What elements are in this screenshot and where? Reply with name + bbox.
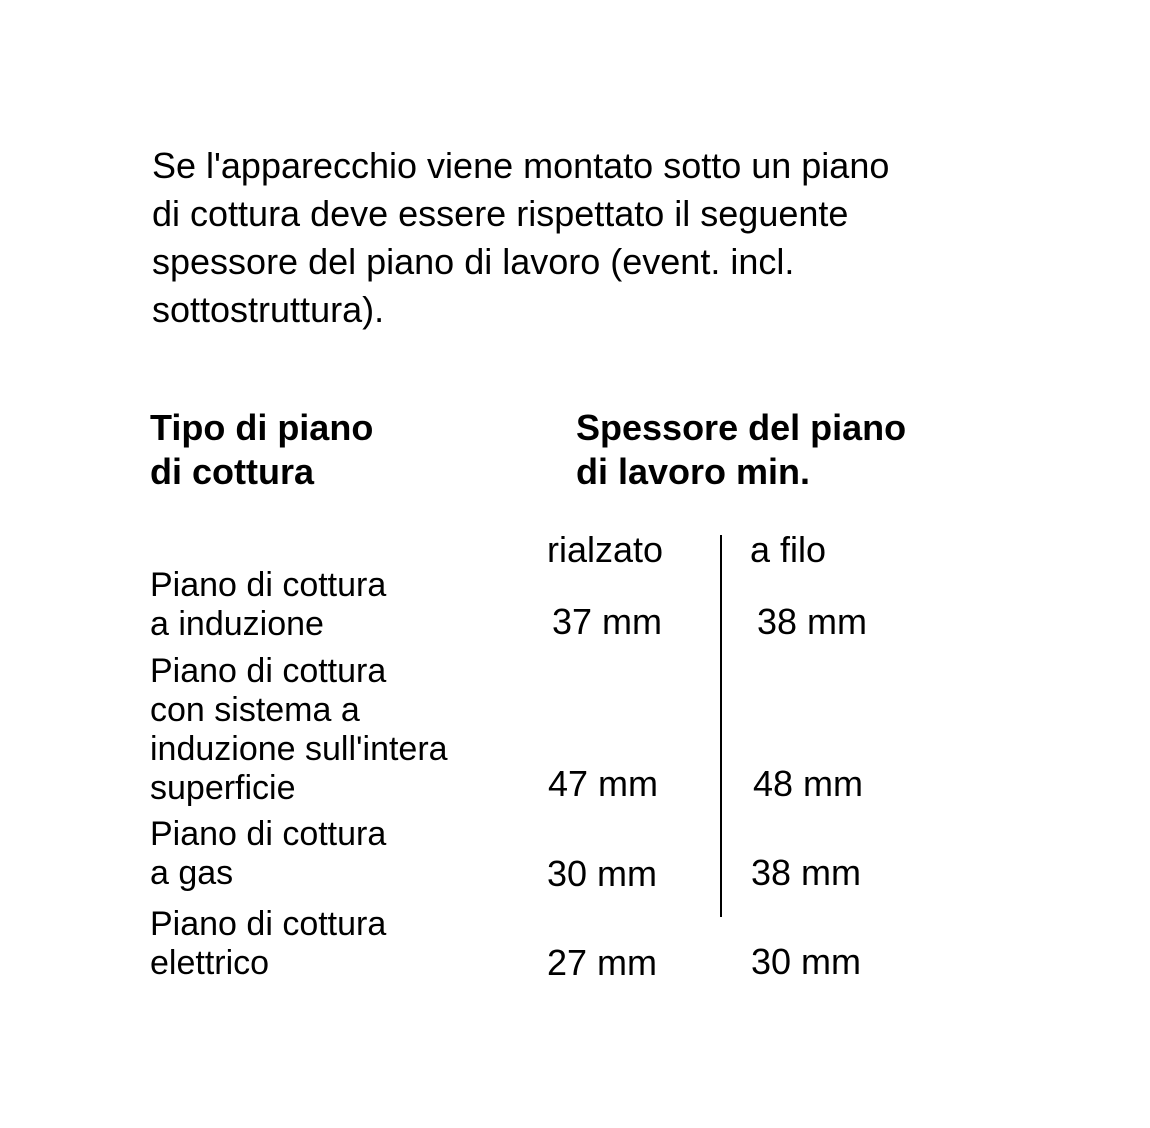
hob-type-line: Piano di cottura [150,566,387,604]
hob-type-line: Piano di cottura [150,905,387,943]
thickness-flush-value: 30 mm [751,941,862,982]
subheader-flush: a filo [750,529,827,570]
hob-type-line: induzione sull'intera [150,730,448,768]
intro-line: di cottura deve essere rispettato il seguente [152,193,849,234]
hob-type-name [150,566,386,644]
thickness-flush-value: 48 mm [753,763,864,804]
intro-paragraph [152,142,1052,334]
column-header-min-thickness [576,406,906,494]
hob-type-name [150,652,448,808]
hob-type-line: a induzione [150,605,324,643]
hob-type-name [150,905,386,983]
thickness-raised-value: 47 mm [548,763,659,804]
thickness-raised-value: 37 mm [552,601,663,642]
hob-type-line: con sistema a [150,691,360,729]
intro-line: sottostruttura). [152,289,385,330]
hob-type-line: elettrico [150,944,270,982]
intro-line: Se l'apparecchio viene montato sotto un piano [152,145,890,186]
intro-line: spessore del piano di lavoro (event. incl. [152,241,795,282]
thickness-flush-value: 38 mm [757,601,868,642]
column-header-line: Spessore del piano [576,407,907,448]
hob-type-line: Piano di cottura [150,815,387,853]
column-header-line: di cottura [150,451,315,492]
subheader-raised: rialzato [547,529,664,570]
column-header-line: Tipo di piano [150,407,374,448]
hob-type-line: a gas [150,854,234,892]
thickness-raised-value: 27 mm [547,942,658,983]
column-header-hob-type [150,406,373,494]
column-header-line: di lavoro min. [576,451,811,492]
hob-type-name [150,815,386,893]
thickness-flush-value: 38 mm [751,852,862,893]
column-divider [720,535,722,917]
thickness-raised-value: 30 mm [547,853,658,894]
hob-type-line: Piano di cottura [150,652,387,690]
hob-type-line: superficie [150,769,296,807]
